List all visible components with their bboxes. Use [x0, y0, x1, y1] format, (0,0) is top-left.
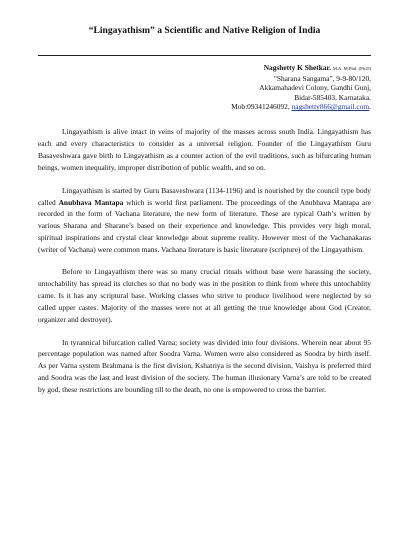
anubhava-mantapa-term: Anubhava Mantapa [58, 197, 124, 207]
author-qualifications: M.A, M.Phil, (Ph.D) [332, 66, 371, 71]
document-title: “Lingayathism” a Scientific and Native Religion of India [88, 25, 321, 36]
paragraph-3: Before to Lingayathism there was so many crucial rituals without base were harassing the society, untochability has spread its clutches so that no body was in the position to think from where this untochablity came. Is it has any scriptural base. Working classes who strive to produce livelihood were neglected by so called upper castes. Majority of the masses were not at all getting the true knowledge about God (Creator, organizer and destroyer). [38, 267, 371, 324]
paragraph-4: In tyrannical bifurcation called Varna; society was divided into four divisions. Wherein near about 95 percentage population was named after Soodra Varna. Women were also considered as Soodra by birth itself. As per Varna system Brahmana is the first division, Kshatriya is the second division, Vaishya is preferred third and Soodra was the last and least division of the society. The human illusionary Varna’s are told to be created by god, these restrictions are bounding till to the death, no one is empowered to cross the barrier. [38, 337, 371, 395]
paragraph-2-text: Lingayathism is started by Guru Basaveshwara (1134-1196) and is nourished by the council type body called [38, 185, 371, 207]
address-line: Akkamahadevi Colony, Gandhi Gunj, [259, 83, 371, 93]
author-name-line [38, 63, 371, 74]
mobile-number: Mob:09341246092, [231, 102, 292, 112]
paragraph-1: Lingayathism is alive intact in veins of majority of the masses across south India. Lingayathism has each and every characteristics to consider as a universal religion. Founder of the Lingayathism Guru Basaveshwara gave birth to Lingayathism as a counter action of the evil traditions, such as bifurcating human beings, women inequality, improper distribution of public wealth, and so on. [38, 126, 371, 172]
contact-line [38, 102, 371, 112]
email-link[interactable]: nagshetty866@gmail.com [291, 102, 370, 112]
document-body [38, 126, 371, 396]
address-line: "Sharana Sangama", 9-9-80/120, [273, 73, 371, 83]
author-name: Nagshetty K Shetkar. [263, 63, 331, 72]
paragraph-2 [38, 185, 371, 256]
paragraph-2-text: which is world first parliament. The proceedings of the Anubhava Mantapa are recorded in the form of Vachana literature, the new form of literature. These are typical Oath’s written by various Sharana and Sharane’s based on their experience and knowledge. This provides very high moral, spiritual inspirations and crystal clear knowledge about supreme reality. However most of the Vachanakaras (writer of Vachana) were common mans. Vachana literature is basic literature (scripture) of the Lingayathism. [38, 197, 372, 255]
author-block [38, 63, 371, 112]
contact-end: . [369, 102, 371, 112]
title-divider [38, 55, 371, 56]
address-line: Bidar-585403, Karnataka. [294, 92, 371, 102]
